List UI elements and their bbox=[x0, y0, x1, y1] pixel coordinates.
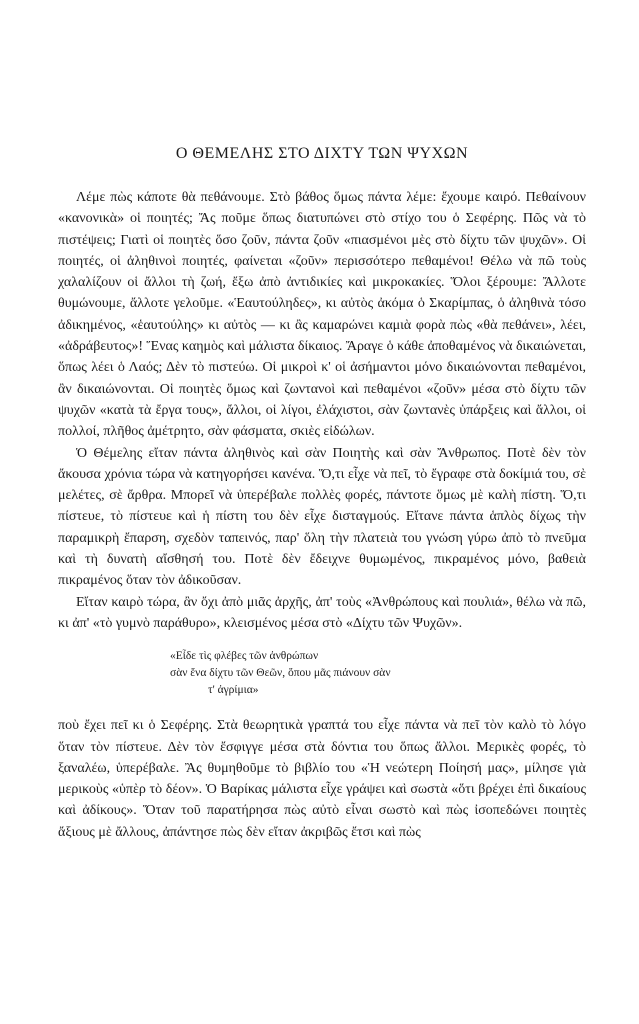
page-title: Ο ΘΕΜΕΛΗΣ ΣΤΟ ΔΙΧΤΥ ΤΩΝ ΨΥΧΩΝ bbox=[175, 145, 469, 162]
document-page bbox=[58, 145, 586, 843]
quote-line-2: σὰν ἕνα δίχτυ τῶν Θεῶν, ὅπου μᾶς πιάνουν σὰν bbox=[170, 667, 391, 680]
paragraph-continuation: ποὺ ἔχει πεῖ κι ὁ Σεφέρης. Στὰ θεωρητικὰ γραπτά του εἶχε πάντα νὰ πεῖ τὸν καλὸ τὸ λόγο ὅταν τὸν πίστευε. Δὲν τὸν ἔσφιγγε μέσα στὰ δόντια του ὅπως ἄλλοι. Μερικὲς φορές, τὸ ξαναλέω, ὑπερέβαλε. Ἂς θυμηθοῦμε τὸ βιβλίο του «Ἡ νεώτερη Ποίησή μας», μίλησε γιὰ μερικοὺς «ὑπὲρ τὸ δέον». Ὁ Βαρίκας μάλιστα εἶχε γράψει καὶ σωστὰ «ὅτι βρέχει ἐπὶ δικαίους καὶ ἀδίκους». Ὅταν τοῦ παρατήρησα πὼς αὐτὸ εἶναι σωστὸ καὶ πὼς ἰσοπεδώνει ποιητὲς ἄξιους μὲ ἄλλους, ἀπάντησε πὼς δὲν εἴταν ἀκριβῶς ἔτσι καὶ πὼς bbox=[58, 718, 586, 840]
paragraph-1: Λέμε πὼς κάποτε θὰ πεθάνουμε. Στὸ βάθος ὅμως πάντα λέμε: ἔχουμε καιρό. Πεθαίνουν «κανονικὰ» οἱ ποιητές; Ἄς ποῦμε ὅπως διατυπώνει στὸ στίχο του ὁ Σεφέρης. Πῶς νὰ τὸ πιστέψεις; Γιατὶ οἱ ποιητὲς ὅσο ζοῦν, πάντα ζοῦν «πιασμένοι μὲς στὸ δίχτυ τῶν ψυχῶν». Οἱ ποιητές, οἱ ἀληθινοὶ ποιητές, φαίνεται «ζοῦν» περισσότερο πεθαμένοι! Θέλω νὰ πῶ τοὺς χαλαλίζουν οἱ ἄλλοι τὴ ζωή, ἔξω ἀπὸ ἀντιδικίες καὶ μικροκακίες. Ὅλοι ξέρουμε: Ἄλλοτε θυμώνουμε, ἄλλοτε γελοῦμε. «Ἑαυτούληδες», κι αὐτὸς ἀκόμα ὁ Σκαρίμπας, ὁ ἀληθινὰ τόσο ἀδικημένος, «ἑαυτούλης» κι αὐτὸς — κι ἂς καμαρώνει καμιὰ φορὰ πὼς «θὰ πεθάνει», λέει, «ἀδράβευτος»! Ἕνας καημὸς καὶ μάλιστα δίκαιος. Ἄραγε ὁ κάθε ἀποθαμένος νὰ δικαιώνεται, ὅπως λέει ὁ Λαός; Δὲν τὸ πιστεύω. Οἱ μικροὶ κ' οἱ ἀσήμαντοι μόνο δικαιώνονται πεθαμένοι, ἂν δικαιώνονται. Οἱ ποιητὲς ὅμως καὶ ζωντανοὶ καὶ πεθαμένοι «ζοῦν» μέσα στὸ δίχτυ τῶν ψυχῶν «κατὰ τὰ ἔργα τους», ἄλλοι, οἱ λίγοι, ἐλάχιστοι, σὰν ζωντανὲς ὑπάρξεις καὶ ἄλλοι, οἱ πολλοί, πλῆθος ἀμέτρητο, σὰν φάσματα, σκιὲς εἰδώλων. bbox=[58, 190, 586, 440]
paragraph-3: Εἴταν καιρὸ τώρα, ἂν ὄχι ἀπὸ μιᾶς ἀρχῆς, ἀπ' τοὺς «Ἀνθρώπους καὶ πουλιά», θέλω νὰ πῶ, κι ἀπ' «τὸ γυμνὸ παράθυρο», κλεισμένος μέσα στὸ «Δίχτυ τῶν Ψυχῶν». bbox=[58, 594, 586, 631]
quote-line-3: τ' ἀγρίμια» bbox=[208, 684, 259, 697]
paragraph-2: Ὁ Θέμελης εἴταν πάντα ἀληθινὸς καὶ σὰν Ποιητὴς καὶ σὰν Ἄνθρωπος. Ποτὲ δὲν τὸν ἄκουσα χρόνια τώρα νὰ κατηγορήσει κανένα. Ὅ,τι εἶχε νὰ πεῖ, τὸ ἔγραφε στὰ δοκίμιά του, σὲ μελέτες, σὲ ἄρθρα. Μπορεῖ νὰ ὑπερέβαλε πολλὲς φορές, πάντοτε ὅμως μὲ καλὴ πίστη. Ὅ,τι πίστευε, τὸ πίστευε καὶ ἡ πίστη του δὲν εἶχε δισταγμούς. Εἴτανε πάντα ἁπλὸς δίχως τὴν παραμικρὴ ἔπαρση, σχεδὸν ταπεινός, παρ' ὅλη τὴν πλατειὰ του γνώση γύρω ἀπὸ τὸ πνεῦμα καὶ τὴ δυνατὴ αἴσθησή του. Ποτὲ δὲν ἔδειχνε θυμωμένος, πικραμένος μόνο, βαθειὰ πικραμένος ὅταν τὸν ἀδικοῦσαν. bbox=[58, 445, 586, 589]
quote-line-1: «Εἶδε τὶς φλέβες τῶν ἀνθρώπων bbox=[170, 650, 319, 663]
poem-quote bbox=[170, 648, 586, 699]
